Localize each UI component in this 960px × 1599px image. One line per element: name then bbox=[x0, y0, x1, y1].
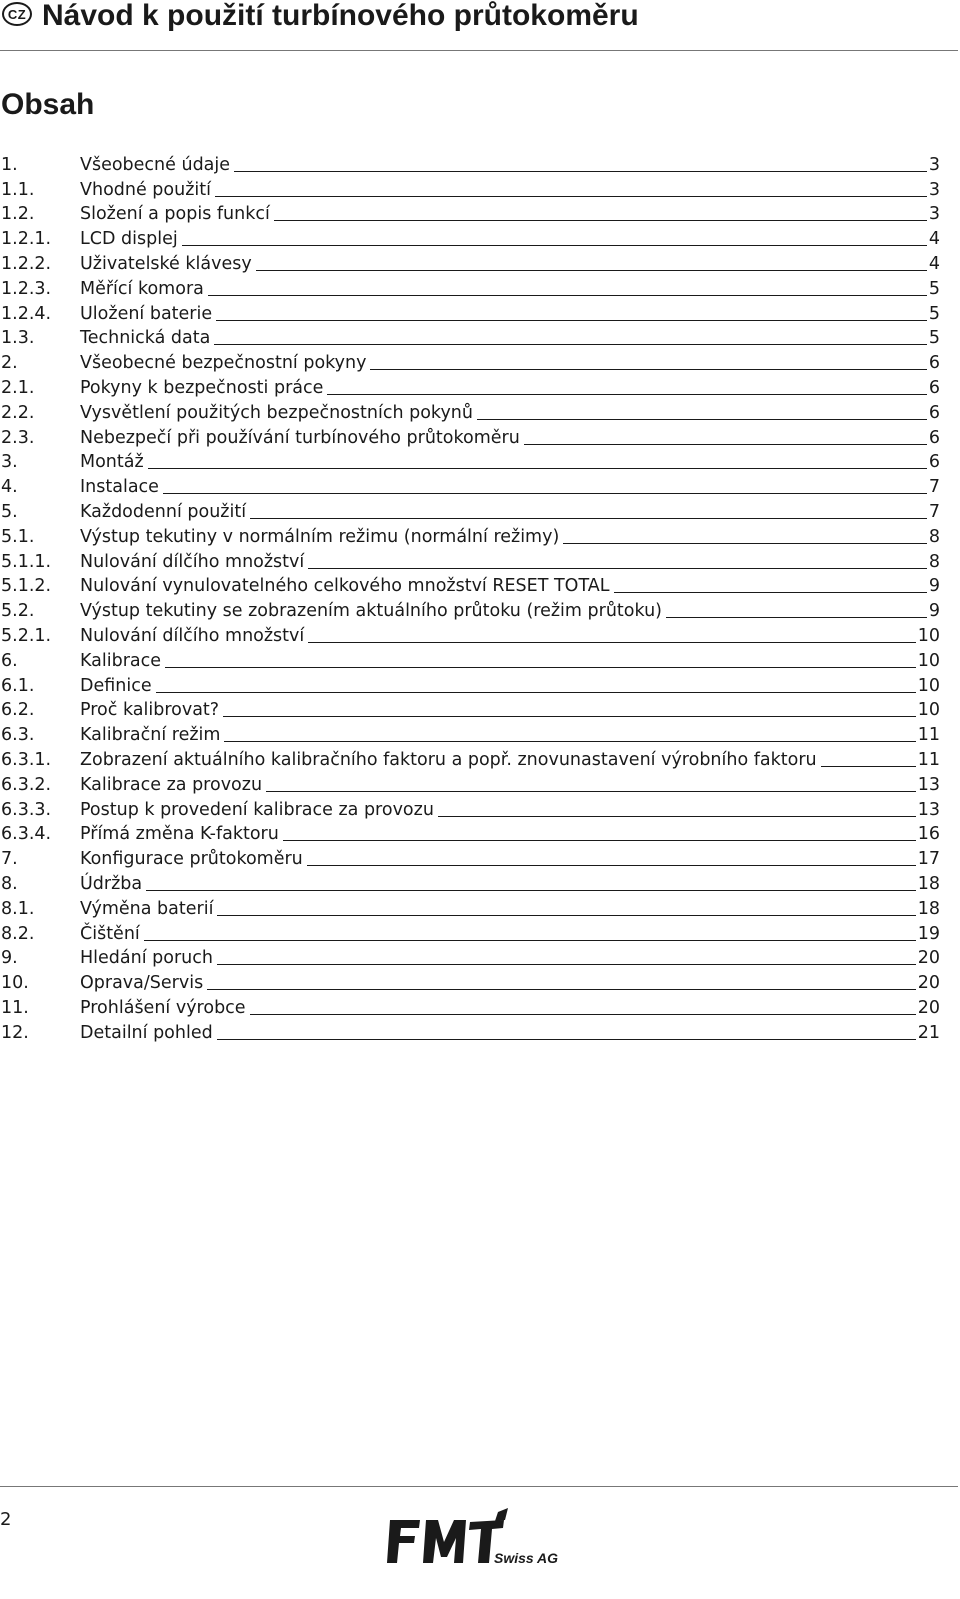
toc-entry-page: 3 bbox=[928, 179, 940, 200]
toc-entry-number: 1.1. bbox=[1, 179, 35, 200]
toc-entry-number: 10. bbox=[1, 973, 29, 994]
toc-entry-title: Uživatelské klávesy bbox=[80, 253, 252, 274]
toc-entry-leader-line bbox=[217, 915, 915, 916]
toc-entry-page: 4 bbox=[928, 253, 940, 274]
toc-entry-leader-line bbox=[165, 667, 916, 668]
toc-entry[interactable] bbox=[0, 969, 940, 994]
toc-entry[interactable] bbox=[0, 424, 940, 449]
toc-entry-title: Pokyny k bezpečnosti práce bbox=[80, 377, 324, 398]
toc-entry-number: 2. bbox=[1, 353, 18, 374]
toc-entry-leader-line bbox=[215, 196, 927, 197]
toc-entry-leader-line bbox=[614, 592, 927, 593]
toc-entry-number: 2.1. bbox=[1, 377, 35, 398]
toc-entry[interactable] bbox=[0, 821, 940, 846]
toc-entry-number: 1.2.4. bbox=[1, 303, 52, 324]
toc-entry-page: 17 bbox=[917, 849, 940, 870]
toc-entry-leader-line bbox=[207, 989, 916, 990]
toc-entry-page: 10 bbox=[917, 675, 940, 696]
toc-entry-number: 12. bbox=[1, 1022, 29, 1043]
toc-entry-page: 6 bbox=[928, 353, 940, 374]
toc-entry-page: 20 bbox=[917, 973, 940, 994]
toc-entry-number: 4. bbox=[1, 477, 18, 498]
toc-entry-number: 5.1.2. bbox=[1, 576, 52, 597]
toc-entry-number: 6.3. bbox=[1, 725, 35, 746]
toc-entry-page: 20 bbox=[917, 997, 940, 1018]
toc-entry[interactable] bbox=[0, 523, 940, 548]
toc-entry-number: 5.1. bbox=[1, 526, 35, 547]
toc-entry-number: 2.2. bbox=[1, 402, 35, 423]
toc-entry-number: 8.2. bbox=[1, 923, 35, 944]
toc-entry-title: Nulování vynulovatelného celkového množství RESET TOTAL bbox=[80, 576, 610, 597]
toc-entry-leader-line bbox=[307, 865, 916, 866]
toc-entry-title: Konfigurace průtokoměru bbox=[80, 849, 303, 870]
toc-entry-number: 11. bbox=[1, 997, 29, 1018]
toc-entry-page: 6 bbox=[928, 452, 940, 473]
toc-entry-title: Detailní pohled bbox=[80, 1022, 213, 1043]
toc-entry[interactable] bbox=[0, 325, 940, 350]
toc-entry-leader-line bbox=[146, 890, 916, 891]
toc-entry-title: Oprava/Servis bbox=[80, 973, 204, 994]
toc-entry-number: 6.3.4. bbox=[1, 824, 52, 845]
toc-entry[interactable] bbox=[0, 945, 940, 970]
toc-entry-leader-line bbox=[821, 766, 916, 767]
toc-entry-page: 10 bbox=[917, 625, 940, 646]
toc-entry-number: 6.3.1. bbox=[1, 749, 52, 770]
logo-subtext: Swiss AG bbox=[494, 1550, 559, 1566]
toc-entry[interactable] bbox=[0, 201, 940, 226]
toc-entry-title: Nulování dílčího množství bbox=[80, 551, 305, 572]
toc-entry[interactable] bbox=[0, 697, 940, 722]
toc-entry[interactable] bbox=[0, 920, 940, 945]
toc-entry-title: Nulování dílčího množství bbox=[80, 625, 305, 646]
toc-entry-number: 7. bbox=[1, 849, 18, 870]
toc-entry-title: Kalibrační režim bbox=[80, 725, 221, 746]
toc-entry[interactable] bbox=[0, 796, 940, 821]
toc-entry-page: 7 bbox=[928, 501, 940, 522]
toc-entry-leader-line bbox=[163, 493, 927, 494]
toc-entry-page: 5 bbox=[928, 278, 940, 299]
toc-entry-leader-line bbox=[563, 543, 927, 544]
toc-entry-leader-line bbox=[477, 419, 927, 420]
toc-entry[interactable] bbox=[0, 746, 940, 771]
toc-entry-leader-line bbox=[370, 369, 926, 370]
toc-entry-page: 11 bbox=[917, 749, 940, 770]
toc-entry-title: Výstup tekutiny v normálním režimu (normální režimy) bbox=[80, 526, 560, 547]
toc-entry[interactable] bbox=[0, 473, 940, 498]
toc-entry[interactable] bbox=[0, 647, 940, 672]
toc-entry-title: Všeobecné údaje bbox=[80, 154, 231, 175]
toc-entry-title: Každodenní použití bbox=[80, 501, 247, 522]
toc-entry[interactable] bbox=[0, 349, 940, 374]
toc-entry-number: 1.2.3. bbox=[1, 278, 52, 299]
toc-entry-title: Vhodné použití bbox=[80, 179, 211, 200]
toc-entry[interactable] bbox=[0, 771, 940, 796]
header-divider bbox=[0, 50, 958, 51]
toc-entry-page: 21 bbox=[917, 1022, 940, 1043]
toc-entry-leader-line bbox=[223, 716, 916, 717]
toc-entry-leader-line bbox=[148, 468, 927, 469]
toc-entry-page: 6 bbox=[928, 402, 940, 423]
toc-entry-leader-line bbox=[224, 741, 915, 742]
toc-entry-number: 3. bbox=[1, 452, 18, 473]
toc-entry-title: Definice bbox=[80, 675, 152, 696]
toc-entry-page: 6 bbox=[928, 427, 940, 448]
toc-entry-number: 8.1. bbox=[1, 898, 35, 919]
toc-entry[interactable] bbox=[0, 151, 940, 176]
toc-entry[interactable] bbox=[0, 895, 940, 920]
language-badge: CZ bbox=[2, 2, 32, 26]
toc-entry[interactable] bbox=[0, 300, 940, 325]
toc-entry-page: 9 bbox=[928, 601, 940, 622]
toc-entry-leader-line bbox=[234, 171, 927, 172]
toc-entry-leader-line bbox=[266, 791, 916, 792]
toc-entry-title: Všeobecné bezpečnostní pokyny bbox=[80, 353, 367, 374]
toc-entry-page: 8 bbox=[928, 526, 940, 547]
toc-entry[interactable] bbox=[0, 225, 940, 250]
toc-entry-leader-line bbox=[274, 220, 927, 221]
toc-entry-leader-line bbox=[308, 568, 927, 569]
toc-entry-number: 1.2. bbox=[1, 204, 35, 225]
toc-entry-page: 5 bbox=[928, 328, 940, 349]
toc-entry-leader-line bbox=[216, 320, 927, 321]
toc-entry-title: Měřící komora bbox=[80, 278, 204, 299]
toc-entry[interactable] bbox=[0, 548, 940, 573]
toc-entry-page: 16 bbox=[917, 824, 940, 845]
toc-entry-leader-line bbox=[327, 394, 926, 395]
toc-entry[interactable] bbox=[0, 597, 940, 622]
toc-entry-title: Technická data bbox=[80, 328, 211, 349]
toc-entry-page: 3 bbox=[928, 154, 940, 175]
toc-entry-title: Prohlášení výrobce bbox=[80, 997, 246, 1018]
toc-entry-number: 6.3.3. bbox=[1, 799, 52, 820]
toc-entry[interactable] bbox=[0, 622, 940, 647]
toc-heading: Obsah bbox=[1, 88, 95, 121]
toc-entry-leader-line bbox=[214, 344, 927, 345]
toc-entry-leader-line bbox=[250, 1014, 916, 1015]
toc-entry-title: Vysvětlení použitých bezpečnostních pokynů bbox=[80, 402, 473, 423]
toc-entry-number: 5. bbox=[1, 501, 18, 522]
toc-entry[interactable] bbox=[0, 275, 940, 300]
toc-entry[interactable] bbox=[0, 870, 940, 895]
toc-entry-title: Instalace bbox=[80, 477, 159, 498]
toc-entry[interactable] bbox=[0, 498, 940, 523]
toc-entry[interactable] bbox=[0, 721, 940, 746]
toc-entry-page: 13 bbox=[917, 799, 940, 820]
toc-entry[interactable] bbox=[0, 994, 940, 1019]
toc-entry[interactable] bbox=[0, 176, 940, 201]
toc-entry-leader-line bbox=[208, 295, 927, 296]
toc-entry-leader-line bbox=[250, 518, 927, 519]
toc-entry-page: 18 bbox=[917, 873, 940, 894]
toc-entry-title: Výstup tekutiny se zobrazením aktuálního průtoku (režim průtoku) bbox=[80, 601, 662, 622]
toc-entry-page: 5 bbox=[928, 303, 940, 324]
table-of-contents bbox=[0, 151, 940, 1044]
toc-entry-page: 10 bbox=[917, 650, 940, 671]
toc-entry-number: 1.3. bbox=[1, 328, 35, 349]
toc-entry-leader-line bbox=[256, 270, 927, 271]
toc-entry[interactable] bbox=[0, 250, 940, 275]
toc-entry-leader-line bbox=[156, 692, 916, 693]
toc-entry-number: 6. bbox=[1, 650, 18, 671]
toc-entry-number: 5.2. bbox=[1, 601, 35, 622]
toc-entry-title: LCD displej bbox=[80, 229, 178, 250]
toc-entry-leader-line bbox=[283, 840, 916, 841]
page-number: 2 bbox=[0, 1509, 12, 1530]
toc-entry-number: 5.2.1. bbox=[1, 625, 52, 646]
toc-entry-page: 8 bbox=[928, 551, 940, 572]
toc-entry-leader-line bbox=[308, 642, 915, 643]
toc-entry-title: Nebezpečí při používání turbínového průtokoměru bbox=[80, 427, 520, 448]
toc-entry-title: Kalibrace za provozu bbox=[80, 774, 263, 795]
toc-entry-title: Uložení baterie bbox=[80, 303, 213, 324]
toc-entry-leader-line bbox=[182, 245, 927, 246]
toc-entry-leader-line bbox=[217, 964, 916, 965]
document-title: Návod k použití turbínového průtokoměru bbox=[42, 0, 639, 32]
toc-entry-leader-line bbox=[438, 816, 916, 817]
toc-entry[interactable] bbox=[0, 374, 940, 399]
toc-entry-title: Kalibrace bbox=[80, 650, 162, 671]
toc-entry-title: Složení a popis funkcí bbox=[80, 204, 270, 225]
toc-entry-title: Výměna baterií bbox=[80, 898, 214, 919]
toc-entry-number: 6.1. bbox=[1, 675, 35, 696]
toc-entry-title: Hledání poruch bbox=[80, 948, 213, 969]
toc-entry-page: 6 bbox=[928, 377, 940, 398]
document-header bbox=[0, 0, 960, 52]
toc-entry-page: 11 bbox=[917, 725, 940, 746]
toc-entry[interactable] bbox=[0, 672, 940, 697]
toc-entry-page: 4 bbox=[928, 229, 940, 250]
toc-entry-page: 3 bbox=[928, 204, 940, 225]
toc-entry[interactable] bbox=[0, 573, 940, 598]
toc-entry[interactable] bbox=[0, 449, 940, 474]
toc-entry-number: 6.3.2. bbox=[1, 774, 52, 795]
toc-entry-page: 10 bbox=[917, 700, 940, 721]
toc-entry-leader-line bbox=[666, 617, 927, 618]
toc-entry-title: Montáž bbox=[80, 452, 144, 473]
toc-entry-title: Čištění bbox=[80, 923, 140, 944]
toc-entry[interactable] bbox=[0, 1019, 940, 1044]
toc-entry-leader-line bbox=[524, 444, 927, 445]
toc-entry-number: 2.3. bbox=[1, 427, 35, 448]
toc-entry-page: 18 bbox=[917, 898, 940, 919]
toc-entry-number: 1.2.1. bbox=[1, 229, 52, 250]
toc-entry-leader-line bbox=[217, 1039, 916, 1040]
toc-entry-title: Proč kalibrovat? bbox=[80, 700, 220, 721]
toc-entry-page: 19 bbox=[917, 923, 940, 944]
toc-entry-number: 8. bbox=[1, 873, 18, 894]
toc-entry-page: 9 bbox=[928, 576, 940, 597]
toc-entry-number: 1.2.2. bbox=[1, 253, 52, 274]
toc-entry-leader-line bbox=[144, 940, 916, 941]
toc-entry[interactable] bbox=[0, 845, 940, 870]
toc-entry-page: 20 bbox=[917, 948, 940, 969]
toc-entry-number: 9. bbox=[1, 948, 18, 969]
fmt-logo bbox=[386, 1508, 566, 1568]
toc-entry-page: 7 bbox=[928, 477, 940, 498]
toc-entry-number: 6.2. bbox=[1, 700, 35, 721]
toc-entry-title: Zobrazení aktuálního kalibračního faktoru a popř. znovunastavení výrobního faktoru bbox=[80, 749, 817, 770]
toc-entry-number: 5.1.1. bbox=[1, 551, 52, 572]
toc-entry-title: Postup k provedení kalibrace za provozu bbox=[80, 799, 434, 820]
footer-divider bbox=[0, 1486, 958, 1487]
toc-entry-number: 1. bbox=[1, 154, 18, 175]
toc-entry[interactable] bbox=[0, 399, 940, 424]
toc-entry-page: 13 bbox=[917, 774, 940, 795]
toc-entry-title: Údržba bbox=[80, 873, 143, 894]
toc-entry-title: Přímá změna K-faktoru bbox=[80, 824, 279, 845]
